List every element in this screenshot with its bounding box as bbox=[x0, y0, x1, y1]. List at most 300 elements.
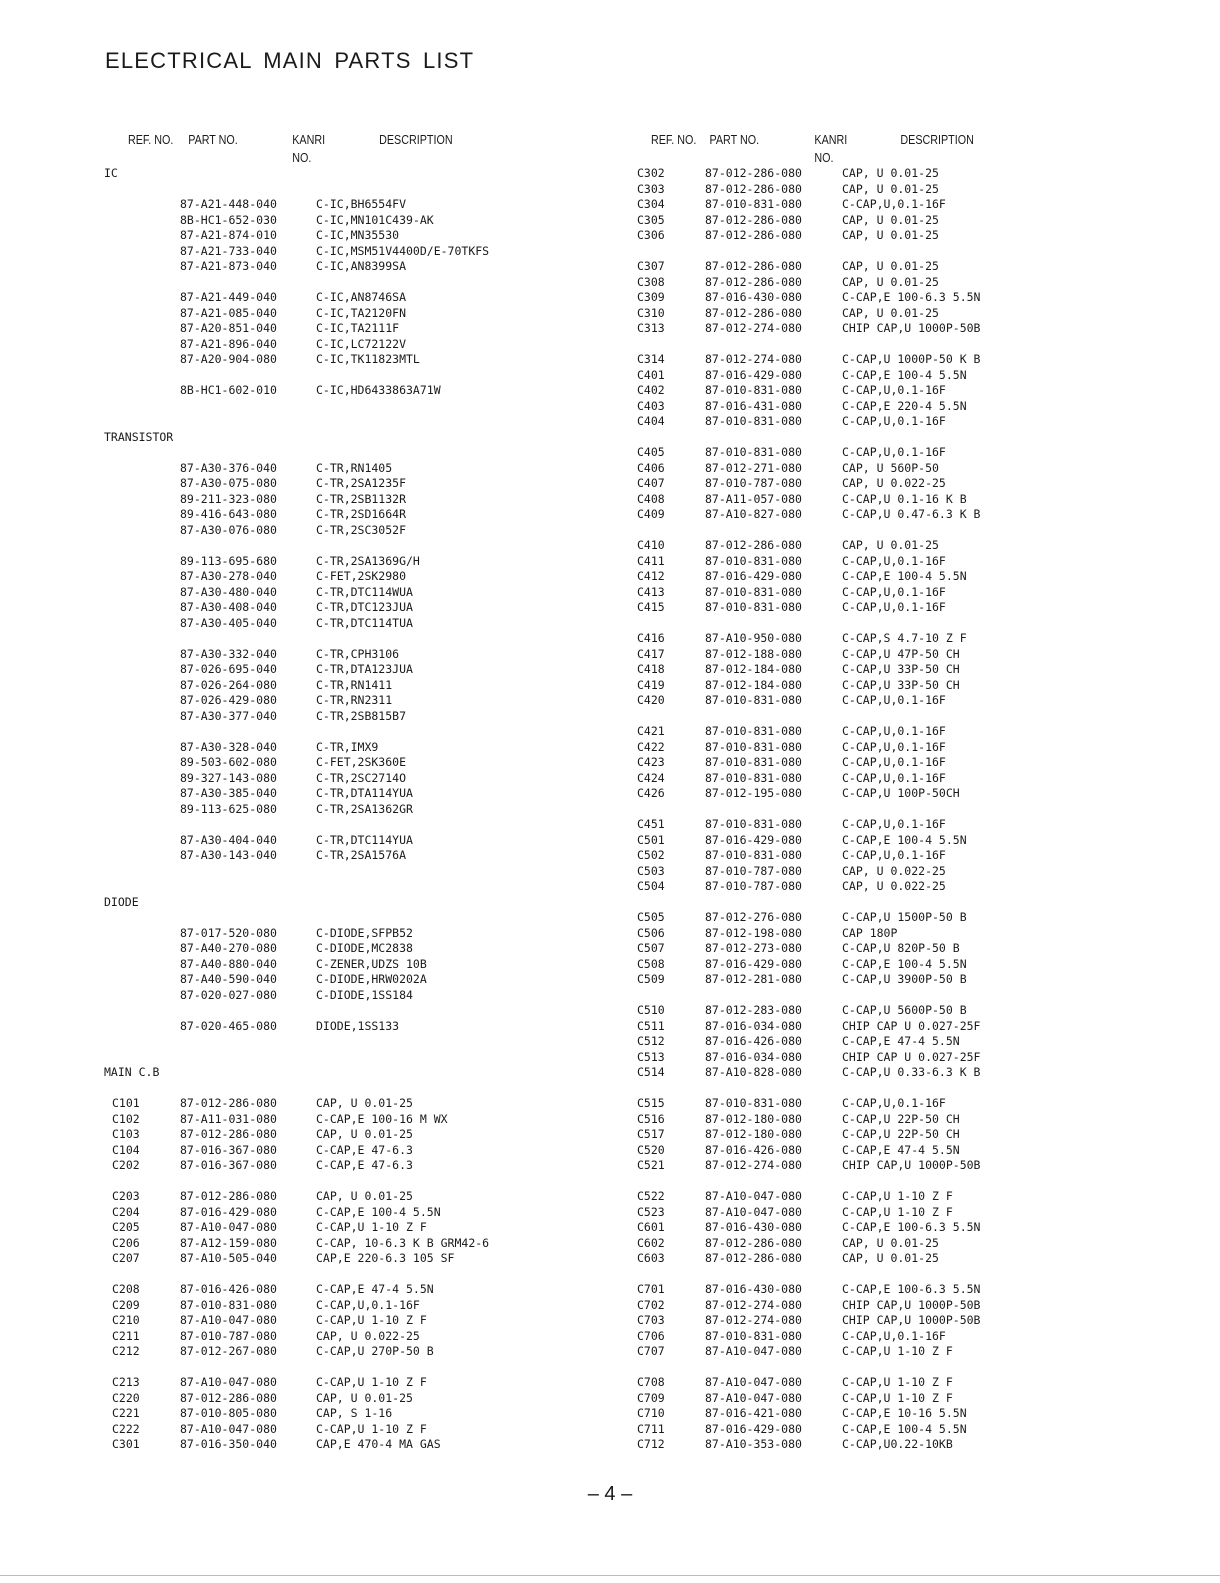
part-no-cell: 87-016-430-080 bbox=[705, 1282, 802, 1296]
ref-no-cell: C308 bbox=[637, 274, 665, 289]
part-no-cell: 87-010-831-080 bbox=[705, 1096, 802, 1110]
part-row bbox=[104, 1282, 604, 1298]
ref-no-cell: C203 bbox=[112, 1189, 140, 1203]
description-cell: C-TR,2SB1132R bbox=[316, 491, 407, 506]
description-cell: CAP, U 0.01-25 bbox=[316, 1127, 413, 1141]
part-no-cell: 87-A30-376-040 bbox=[180, 460, 277, 475]
ref-no-cell: C404 bbox=[637, 414, 665, 428]
part-row bbox=[637, 755, 1197, 771]
part-no-cell: 87-012-276-080 bbox=[705, 910, 802, 924]
row-spacer bbox=[104, 724, 604, 740]
part-no-cell: 87-016-367-080 bbox=[180, 1158, 277, 1172]
ref-no-cell: C418 bbox=[637, 662, 665, 676]
ref-no-cell: C301 bbox=[112, 1437, 140, 1451]
ref-no-cell: C402 bbox=[637, 383, 665, 397]
ref-no-cell: C506 bbox=[637, 925, 665, 940]
part-no-cell: 87-026-429-080 bbox=[180, 693, 277, 707]
part-no-cell: 87-016-431-080 bbox=[705, 398, 802, 413]
description-cell: CAP, U 0.01-25 bbox=[842, 538, 939, 552]
part-no-cell: 87-010-831-080 bbox=[705, 1328, 802, 1343]
description-cell: CHIP CAP,U 1000P-50B bbox=[842, 1158, 981, 1172]
part-row bbox=[637, 1143, 1197, 1159]
description-cell: C-DIODE,SFPB52 bbox=[316, 925, 413, 940]
row-spacer bbox=[637, 1360, 1197, 1376]
description-cell: C-TR,DTA123JUA bbox=[316, 662, 413, 676]
description-cell: C-CAP,U,0.1-16F bbox=[842, 197, 946, 211]
ref-no-cell: C204 bbox=[112, 1204, 140, 1219]
row-spacer bbox=[637, 244, 1197, 260]
page-number: – 4 – bbox=[587, 1483, 633, 1505]
part-no-cell: 87-026-695-040 bbox=[180, 662, 277, 676]
description-cell: C-CAP,U 1-10 Z F bbox=[316, 1220, 427, 1234]
part-no-cell: 87-012-286-080 bbox=[705, 212, 802, 227]
description-cell: CAP, U 0.022-25 bbox=[842, 879, 946, 893]
description-cell: C-CAP,E 100-4 5.5N bbox=[316, 1204, 441, 1219]
part-row bbox=[637, 414, 1197, 430]
description-cell: C-CAP,U,0.1-16F bbox=[842, 724, 946, 738]
part-no-cell: 87-A10-827-080 bbox=[705, 507, 802, 521]
part-no-cell: 87-010-831-080 bbox=[705, 414, 802, 428]
part-row bbox=[104, 554, 604, 570]
part-no-cell: 87-016-350-040 bbox=[180, 1437, 277, 1451]
ref-no-cell: C712 bbox=[637, 1437, 665, 1451]
part-row bbox=[637, 926, 1197, 942]
description-cell: C-CAP,U,0.1-16F bbox=[842, 1096, 946, 1110]
row-spacer bbox=[104, 1360, 604, 1376]
part-row bbox=[637, 290, 1197, 306]
part-no-cell: 87-010-831-080 bbox=[705, 739, 802, 754]
ref-no-cell: C403 bbox=[637, 398, 665, 413]
part-row bbox=[637, 306, 1197, 322]
ref-no-cell: C213 bbox=[112, 1375, 140, 1389]
row-spacer bbox=[104, 445, 604, 461]
ref-no-cell: C409 bbox=[637, 507, 665, 521]
ref-no-header: REF. NO. bbox=[128, 133, 174, 147]
part-row bbox=[637, 1251, 1197, 1267]
part-row bbox=[104, 957, 604, 973]
ref-no-cell: C313 bbox=[637, 321, 665, 335]
part-row bbox=[637, 879, 1197, 895]
description-cell: C-CAP,U 0.1-16 K B bbox=[842, 491, 967, 506]
part-row bbox=[104, 662, 604, 678]
part-no-cell: 87-012-286-080 bbox=[180, 1096, 277, 1110]
part-no-cell: 87-A21-449-040 bbox=[180, 290, 277, 304]
part-row bbox=[104, 507, 604, 523]
part-row bbox=[637, 724, 1197, 740]
part-no-cell: 87-A10-047-080 bbox=[180, 1421, 277, 1436]
ref-no-cell: C514 bbox=[637, 1065, 665, 1079]
ref-no-cell: C703 bbox=[637, 1313, 665, 1327]
part-row bbox=[104, 476, 604, 492]
ref-no-cell: C702 bbox=[637, 1297, 665, 1312]
description-cell: C-IC,TK11823MTL bbox=[316, 352, 420, 366]
description-cell: C-CAP,U 33P-50 CH bbox=[842, 677, 960, 692]
ref-no-cell: C505 bbox=[637, 910, 665, 924]
description-cell: CAP, S 1-16 bbox=[316, 1406, 393, 1420]
part-no-cell: 87-012-274-080 bbox=[705, 1297, 802, 1312]
ref-no-cell: C709 bbox=[637, 1390, 665, 1405]
description-cell: C-CAP,U 47P-50 CH bbox=[842, 646, 960, 661]
part-row bbox=[104, 1437, 604, 1453]
description-cell: C-CAP,U 100P-50CH bbox=[842, 786, 960, 800]
part-row bbox=[637, 957, 1197, 973]
ref-no-header: REF. NO. bbox=[651, 133, 697, 147]
part-no-cell: 87-A21-448-040 bbox=[180, 197, 277, 211]
description-cell: C-IC,LC72122V bbox=[316, 336, 407, 351]
row-spacer bbox=[104, 275, 604, 291]
part-row bbox=[637, 1003, 1197, 1019]
part-no-cell: 87-012-274-080 bbox=[705, 1158, 802, 1172]
left-parts-column bbox=[104, 166, 604, 1453]
description-cell: C-CAP,E 100-6.3 5.5N bbox=[842, 1282, 981, 1296]
description-cell: C-CAP,U 22P-50 CH bbox=[842, 1111, 960, 1126]
description-cell: C-TR,DTA114YUA bbox=[316, 786, 413, 800]
part-no-cell: 87-012-286-080 bbox=[705, 181, 802, 196]
description-cell: C-CAP,U,0.1-16F bbox=[842, 584, 946, 599]
part-row bbox=[637, 631, 1197, 647]
right-parts-column bbox=[637, 166, 1197, 1453]
description-cell: C-CAP,U 820P-50 B bbox=[842, 941, 960, 955]
part-no-cell: 87-A30-408-040 bbox=[180, 600, 277, 614]
ref-no-cell: C522 bbox=[637, 1189, 665, 1203]
description-cell: C-TR,2SA1369G/H bbox=[316, 553, 420, 568]
part-no-cell: 87-A21-896-040 bbox=[180, 336, 277, 351]
description-cell: C-CAP,U 22P-50 CH bbox=[842, 1127, 960, 1141]
row-spacer bbox=[104, 817, 604, 833]
description-cell: C-CAP,E 100-4 5.5N bbox=[842, 832, 967, 847]
part-row bbox=[104, 523, 604, 539]
part-no-cell: 87-A30-076-080 bbox=[180, 522, 277, 537]
part-row bbox=[104, 786, 604, 802]
part-row bbox=[104, 709, 604, 725]
ref-no-cell: C707 bbox=[637, 1344, 665, 1358]
part-no-cell: 87-012-198-080 bbox=[705, 925, 802, 940]
row-spacer bbox=[637, 802, 1197, 818]
part-row bbox=[637, 1127, 1197, 1143]
part-row bbox=[104, 290, 604, 306]
ref-no-cell: C413 bbox=[637, 584, 665, 599]
row-spacer bbox=[637, 709, 1197, 725]
part-no-cell: 87-012-286-080 bbox=[180, 1189, 277, 1203]
part-row bbox=[104, 1329, 604, 1345]
part-row bbox=[637, 461, 1197, 477]
ref-no-cell: C103 bbox=[112, 1127, 140, 1141]
part-no-cell: 87-010-831-080 bbox=[705, 770, 802, 785]
description-cell: C-TR,2SA1235F bbox=[316, 476, 407, 490]
part-no-cell: 89-327-143-080 bbox=[180, 770, 277, 785]
description-cell: C-CAP,U,0.1-16F bbox=[842, 553, 946, 568]
ref-no-cell: C523 bbox=[637, 1204, 665, 1219]
description-cell: CAP, U 0.01-25 bbox=[842, 1251, 939, 1265]
part-row bbox=[104, 383, 604, 399]
part-no-cell: 87-A10-047-080 bbox=[180, 1375, 277, 1389]
part-row bbox=[637, 1220, 1197, 1236]
description-cell: C-CAP,U 1-10 Z F bbox=[316, 1421, 427, 1436]
row-spacer bbox=[104, 1174, 604, 1190]
ref-no-cell: C710 bbox=[637, 1406, 665, 1420]
kanri-header: KANRI bbox=[814, 133, 848, 147]
part-row bbox=[104, 337, 604, 353]
description-cell: C-CAP,U,0.1-16F bbox=[842, 693, 946, 707]
part-row bbox=[637, 1298, 1197, 1314]
row-spacer bbox=[104, 864, 604, 880]
part-row bbox=[104, 1019, 604, 1035]
description-cell: C-CAP,U 33P-50 CH bbox=[842, 662, 960, 676]
description-cell: C-IC,MN101C439-AK bbox=[316, 212, 434, 227]
description-cell: C-TR,2SD1664R bbox=[316, 507, 407, 521]
ref-no-cell: C508 bbox=[637, 956, 665, 971]
part-row bbox=[637, 1065, 1197, 1081]
part-row bbox=[637, 492, 1197, 508]
description-cell: C-TR,IMX9 bbox=[316, 739, 379, 754]
part-row bbox=[104, 244, 604, 260]
part-no-cell: 87-A10-047-080 bbox=[180, 1220, 277, 1234]
part-no-cell: 87-016-430-080 bbox=[705, 290, 802, 304]
part-no-cell: 87-016-426-080 bbox=[180, 1282, 277, 1296]
description-cell: C-CAP,U,0.1-16F bbox=[842, 600, 946, 614]
description-cell: C-TR,2SA1576A bbox=[316, 848, 407, 862]
description-cell: C-IC,TA2120FN bbox=[316, 305, 407, 320]
part-row bbox=[104, 771, 604, 787]
part-no-cell: 87-010-805-080 bbox=[180, 1406, 277, 1420]
part-row bbox=[637, 647, 1197, 663]
part-no-cell: 87-010-831-080 bbox=[180, 1297, 277, 1312]
part-no-cell: 87-026-264-080 bbox=[180, 677, 277, 692]
part-row bbox=[637, 476, 1197, 492]
part-row bbox=[637, 321, 1197, 337]
description-cell: C-CAP,U,0.1-16F bbox=[842, 414, 946, 428]
description-cell: CAP, U 0.01-25 bbox=[842, 166, 939, 180]
part-row bbox=[104, 833, 604, 849]
description-cell: CAP, U 0.01-25 bbox=[842, 1235, 939, 1250]
description-cell: C-CAP,U,0.1-16F bbox=[842, 755, 946, 769]
part-no-cell: 87-012-184-080 bbox=[705, 677, 802, 692]
ref-no-cell: C603 bbox=[637, 1251, 665, 1265]
part-no-cell: 87-A30-328-040 bbox=[180, 739, 277, 754]
ref-no-cell: C221 bbox=[112, 1406, 140, 1420]
part-no-cell: 87-A12-159-080 bbox=[180, 1235, 277, 1250]
part-row bbox=[104, 988, 604, 1004]
ref-no-cell: C421 bbox=[637, 724, 665, 738]
ref-no-cell: C406 bbox=[637, 460, 665, 475]
part-row bbox=[104, 321, 604, 337]
ref-no-cell: C451 bbox=[637, 817, 665, 831]
ref-no-cell: C502 bbox=[637, 848, 665, 862]
part-no-cell: 87-A10-047-080 bbox=[705, 1344, 802, 1358]
description-cell: C-CAP,E 100-4 5.5N bbox=[842, 569, 967, 583]
part-row bbox=[637, 538, 1197, 554]
part-no-cell: 89-211-323-080 bbox=[180, 491, 277, 506]
part-no-cell: 87-A10-047-080 bbox=[705, 1390, 802, 1405]
description-cell: C-TR,DTC114TUA bbox=[316, 615, 413, 630]
description-cell: C-IC,AN8399SA bbox=[316, 259, 407, 273]
part-no-cell: 87-012-283-080 bbox=[705, 1003, 802, 1017]
part-row bbox=[637, 1019, 1197, 1035]
description-cell: C-CAP,U 1-10 Z F bbox=[316, 1375, 427, 1389]
row-spacer bbox=[104, 182, 604, 198]
ref-no-cell: C501 bbox=[637, 832, 665, 847]
part-row bbox=[104, 1344, 604, 1360]
description-cell: C-CAP,U 1-10 Z F bbox=[842, 1189, 953, 1203]
part-row bbox=[637, 600, 1197, 616]
description-cell: C-TR,CPH3106 bbox=[316, 646, 400, 661]
description-cell: CAP, U 0.022-25 bbox=[316, 1328, 420, 1343]
description-cell: C-CAP,U 270P-50 B bbox=[316, 1344, 434, 1358]
description-cell: C-IC,HD6433863A71W bbox=[316, 383, 441, 397]
description-cell: C-CAP,U 1-10 Z F bbox=[842, 1204, 953, 1219]
ref-no-cell: C207 bbox=[112, 1251, 140, 1265]
row-spacer bbox=[637, 337, 1197, 353]
description-cell: C-TR,2SC2714O bbox=[316, 770, 407, 785]
description-cell: CHIP CAP U 0.027-25F bbox=[842, 1018, 981, 1033]
description-cell: C-IC,MSM51V4400D/E-70TKFS bbox=[316, 243, 490, 258]
part-row bbox=[104, 616, 604, 632]
description-cell: C-CAP,U 1-10 Z F bbox=[842, 1390, 953, 1405]
part-no-cell: 87-012-188-080 bbox=[705, 646, 802, 661]
ref-no-cell: C417 bbox=[637, 646, 665, 661]
part-row bbox=[104, 1391, 604, 1407]
row-spacer bbox=[104, 879, 604, 895]
description-cell: C-CAP,U 1000P-50 K B bbox=[842, 352, 981, 366]
part-no-cell: 87-020-027-080 bbox=[180, 987, 277, 1002]
part-no-cell: 87-012-180-080 bbox=[705, 1127, 802, 1141]
part-no-cell: 87-A30-377-040 bbox=[180, 708, 277, 723]
part-row bbox=[637, 1282, 1197, 1298]
part-row bbox=[104, 678, 604, 694]
part-no-cell: 87-012-274-080 bbox=[705, 321, 802, 335]
part-no-cell: 87-A10-828-080 bbox=[705, 1065, 802, 1079]
ref-no-cell: C310 bbox=[637, 305, 665, 320]
ref-no-cell: C503 bbox=[637, 863, 665, 878]
description-cell: C-CAP,U 3900P-50 B bbox=[842, 972, 967, 986]
description-cell: C-CAP, 10-6.3 K B GRM42-6 bbox=[316, 1235, 490, 1250]
part-row bbox=[637, 569, 1197, 585]
part-no-cell: 87-016-429-080 bbox=[705, 1421, 802, 1436]
description-cell: CAP, U 0.022-25 bbox=[842, 863, 946, 878]
part-row bbox=[637, 1313, 1197, 1329]
description-cell: CAP, U 0.022-25 bbox=[842, 476, 946, 490]
part-row bbox=[637, 182, 1197, 198]
part-row bbox=[637, 771, 1197, 787]
part-no-cell: 87-A30-332-040 bbox=[180, 646, 277, 661]
description-cell: C-FET,2SK360E bbox=[316, 755, 407, 769]
part-row bbox=[104, 352, 604, 368]
ref-no-cell: C419 bbox=[637, 677, 665, 692]
ref-no-cell: C305 bbox=[637, 212, 665, 227]
description-cell: C-CAP,U,0.1-16F bbox=[842, 848, 946, 862]
part-no-cell: 87-012-286-080 bbox=[705, 259, 802, 273]
part-no-cell: 87-012-195-080 bbox=[705, 786, 802, 800]
part-row bbox=[104, 802, 604, 818]
part-row bbox=[104, 569, 604, 585]
description-cell: C-CAP,E 47-6.3 bbox=[316, 1158, 413, 1172]
description-cell: C-DIODE,MC2838 bbox=[316, 941, 413, 955]
description-cell: C-CAP,E 47-4 5.5N bbox=[842, 1142, 960, 1157]
ref-no-cell: C205 bbox=[112, 1220, 140, 1234]
part-row bbox=[104, 941, 604, 957]
part-row bbox=[637, 228, 1197, 244]
ref-no-cell: C104 bbox=[112, 1142, 140, 1157]
part-row bbox=[637, 1344, 1197, 1360]
part-row bbox=[637, 368, 1197, 384]
ref-no-cell: C602 bbox=[637, 1235, 665, 1250]
part-row bbox=[637, 662, 1197, 678]
part-row bbox=[637, 1205, 1197, 1221]
row-spacer bbox=[637, 895, 1197, 911]
part-row bbox=[637, 1406, 1197, 1422]
description-cell: CAP, U 560P-50 bbox=[842, 460, 939, 475]
ref-no-cell: C208 bbox=[112, 1282, 140, 1296]
ref-no-cell: C408 bbox=[637, 491, 665, 506]
row-spacer bbox=[637, 1267, 1197, 1283]
description-cell: CHIP CAP,U 1000P-50B bbox=[842, 321, 981, 335]
part-no-header: PART NO. bbox=[188, 133, 238, 147]
ref-no-cell: C222 bbox=[112, 1421, 140, 1436]
bottom-rule bbox=[0, 1575, 1220, 1576]
part-no-cell: 89-416-643-080 bbox=[180, 507, 277, 521]
part-no-cell: 87-A30-404-040 bbox=[180, 832, 277, 847]
part-no-cell: 87-016-426-080 bbox=[705, 1034, 802, 1048]
ref-no-cell: C512 bbox=[637, 1034, 665, 1048]
part-no-cell: 87-A20-904-080 bbox=[180, 352, 277, 366]
row-spacer bbox=[104, 368, 604, 384]
description-header: DESCRIPTION bbox=[900, 133, 974, 147]
part-no-cell: 87-017-520-080 bbox=[180, 925, 277, 940]
part-row bbox=[104, 1158, 604, 1174]
part-no-cell: 87-010-787-080 bbox=[705, 879, 802, 893]
part-no-cell: 89-113-695-680 bbox=[180, 553, 277, 568]
ref-no-cell: C302 bbox=[637, 166, 665, 180]
description-cell: CAP, U 0.01-25 bbox=[316, 1096, 413, 1110]
description-cell: C-CAP,U 1-10 Z F bbox=[316, 1313, 427, 1327]
part-row bbox=[637, 941, 1197, 957]
part-no-cell: 87-016-034-080 bbox=[705, 1018, 802, 1033]
part-no-cell: 87-A40-270-080 bbox=[180, 941, 277, 955]
part-row bbox=[637, 1391, 1197, 1407]
part-row bbox=[637, 1050, 1197, 1066]
part-row bbox=[104, 926, 604, 942]
part-row bbox=[637, 740, 1197, 756]
row-spacer bbox=[637, 1174, 1197, 1190]
description-cell: C-CAP,U 1-10 Z F bbox=[842, 1344, 953, 1358]
row-spacer bbox=[637, 523, 1197, 539]
ref-no-cell: C521 bbox=[637, 1158, 665, 1172]
part-row bbox=[104, 1422, 604, 1438]
part-row bbox=[104, 848, 604, 864]
description-cell: C-CAP,U 0.47-6.3 K B bbox=[842, 507, 981, 521]
part-no-cell: 89-503-602-080 bbox=[180, 755, 277, 769]
ref-no-cell: C415 bbox=[637, 600, 665, 614]
ref-no-cell: C504 bbox=[637, 879, 665, 893]
part-no-cell: 87-012-281-080 bbox=[705, 972, 802, 986]
ref-no-cell: C416 bbox=[637, 631, 665, 645]
description-cell: C-TR,2SB815B7 bbox=[316, 708, 407, 723]
description-cell: C-TR,RN2311 bbox=[316, 693, 393, 707]
part-no-cell: 87-010-831-080 bbox=[705, 445, 802, 459]
part-no-cell: 87-016-429-080 bbox=[705, 367, 802, 382]
ref-no-cell: C423 bbox=[637, 755, 665, 769]
description-cell: C-CAP,U 1-10 Z F bbox=[842, 1375, 953, 1389]
description-cell: CAP, U 0.01-25 bbox=[316, 1390, 413, 1405]
part-row bbox=[104, 1220, 604, 1236]
part-row bbox=[637, 399, 1197, 415]
part-no-cell: 87-A10-950-080 bbox=[705, 631, 802, 645]
part-row bbox=[104, 1375, 604, 1391]
part-no-cell: 87-012-271-080 bbox=[705, 460, 802, 475]
part-no-cell: 87-A11-031-080 bbox=[180, 1111, 277, 1126]
ref-no-cell: C517 bbox=[637, 1127, 665, 1141]
part-row bbox=[637, 786, 1197, 802]
